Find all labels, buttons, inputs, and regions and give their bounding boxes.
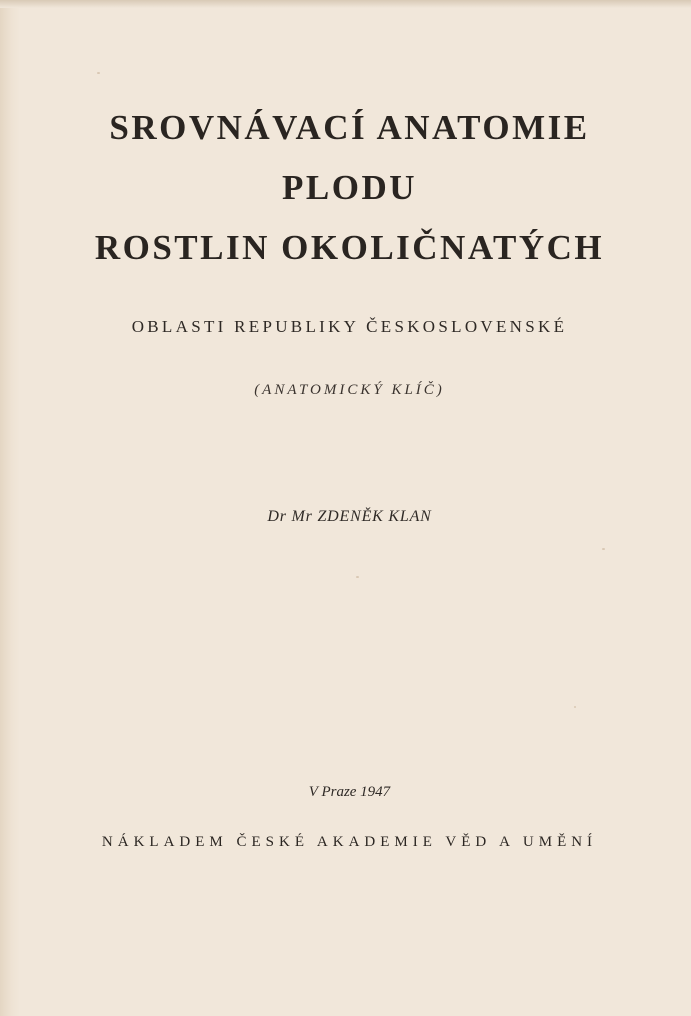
book-title-line-2: PLODU [282, 168, 417, 207]
paper-speck [574, 706, 576, 708]
subtitle: OBLASTI REPUBLIKY ČESKOSLOVENSKÉ [131, 317, 568, 336]
paper-speck [602, 548, 605, 550]
paper-edge-top [0, 0, 691, 8]
author: Dr Mr ZDENĚK KLAN [267, 508, 432, 525]
book-title-line-3: ROSTLIN OKOLIČNATÝCH [94, 228, 605, 267]
book-title-line-1: SROVNÁVACÍ ANATOMIE [109, 108, 590, 147]
publisher: NÁKLADEM ČESKÉ AKADEMIE VĚD A UMĚNÍ [101, 834, 598, 850]
key-note: (ANATOMICKÝ KLÍČ) [254, 382, 445, 398]
place-year: V Praze 1947 [308, 784, 391, 800]
paper-speck [356, 576, 359, 578]
paper-speck [97, 72, 100, 74]
